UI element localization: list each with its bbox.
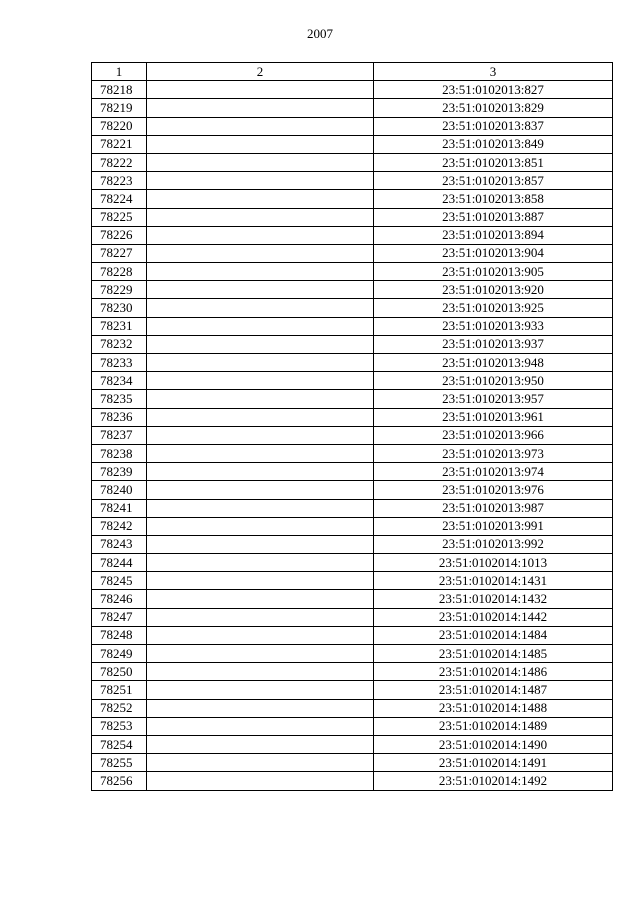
page-number: 2007 [307, 26, 333, 41]
row-number-cell: 78223 [92, 172, 147, 190]
row-description-cell [147, 135, 374, 153]
row-description-cell [147, 699, 374, 717]
row-description-cell [147, 299, 374, 317]
cadastral-number-cell: 23:51:0102013:974 [374, 463, 613, 481]
row-number-cell: 78240 [92, 481, 147, 499]
cadastral-number-cell: 23:51:0102013:837 [374, 117, 613, 135]
column-header-3: 3 [374, 63, 613, 81]
cadastral-number-cell: 23:51:0102013:858 [374, 190, 613, 208]
row-description-cell [147, 517, 374, 535]
row-number-cell: 78230 [92, 299, 147, 317]
row-description-cell [147, 153, 374, 171]
row-description-cell [147, 390, 374, 408]
row-number-cell: 78249 [92, 645, 147, 663]
row-number-cell: 78247 [92, 608, 147, 626]
table-row [92, 645, 613, 663]
row-description-cell [147, 554, 374, 572]
cadastral-number-cell: 23:51:0102013:905 [374, 263, 613, 281]
row-number-cell: 78253 [92, 717, 147, 735]
row-number-cell: 78255 [92, 754, 147, 772]
row-description-cell [147, 281, 374, 299]
table-row [92, 735, 613, 753]
cadastral-number-cell: 23:51:0102013:966 [374, 426, 613, 444]
row-number-cell: 78218 [92, 81, 147, 99]
table-row [92, 153, 613, 171]
row-description-cell [147, 263, 374, 281]
cadastral-number-cell: 23:51:0102014:1487 [374, 681, 613, 699]
table-row [92, 335, 613, 353]
table-row [92, 354, 613, 372]
row-description-cell [147, 226, 374, 244]
row-description-cell [147, 335, 374, 353]
table-row [92, 754, 613, 772]
table-row [92, 226, 613, 244]
row-number-cell: 78248 [92, 626, 147, 644]
table-row [92, 590, 613, 608]
table-row [92, 81, 613, 99]
row-number-cell: 78226 [92, 226, 147, 244]
row-description-cell [147, 717, 374, 735]
row-number-cell: 78228 [92, 263, 147, 281]
row-number-cell: 78252 [92, 699, 147, 717]
cadastral-number-cell: 23:51:0102013:991 [374, 517, 613, 535]
column-header-2: 2 [147, 63, 374, 81]
table-row [92, 572, 613, 590]
row-number-cell: 78233 [92, 354, 147, 372]
cadastral-number-cell: 23:51:0102013:987 [374, 499, 613, 517]
cadastral-number-cell: 23:51:0102014:1488 [374, 699, 613, 717]
row-number-cell: 78251 [92, 681, 147, 699]
cadastral-number-cell: 23:51:0102014:1486 [374, 663, 613, 681]
table-row [92, 444, 613, 462]
row-description-cell [147, 81, 374, 99]
row-number-cell: 78238 [92, 444, 147, 462]
table-row [92, 481, 613, 499]
cadastral-number-cell: 23:51:0102013:973 [374, 444, 613, 462]
row-description-cell [147, 572, 374, 590]
row-number-cell: 78239 [92, 463, 147, 481]
table-row [92, 117, 613, 135]
table-row [92, 99, 613, 117]
table-row [92, 172, 613, 190]
cadastral-number-cell: 23:51:0102013:992 [374, 535, 613, 553]
row-number-cell: 78231 [92, 317, 147, 335]
row-number-cell: 78242 [92, 517, 147, 535]
cadastral-number-cell: 23:51:0102013:894 [374, 226, 613, 244]
row-number-cell: 78225 [92, 208, 147, 226]
row-number-cell: 78224 [92, 190, 147, 208]
table-row [92, 681, 613, 699]
cadastral-number-cell: 23:51:0102013:887 [374, 208, 613, 226]
row-description-cell [147, 408, 374, 426]
table-row [92, 772, 613, 790]
cadastral-number-cell: 23:51:0102014:1492 [374, 772, 613, 790]
cadastral-number-cell: 23:51:0102013:857 [374, 172, 613, 190]
row-description-cell [147, 663, 374, 681]
registry-table [91, 62, 613, 791]
row-number-cell: 78235 [92, 390, 147, 408]
row-description-cell [147, 99, 374, 117]
row-number-cell: 78250 [92, 663, 147, 681]
cadastral-number-cell: 23:51:0102013:829 [374, 99, 613, 117]
table-row [92, 517, 613, 535]
cadastral-number-cell: 23:51:0102013:904 [374, 244, 613, 262]
row-number-cell: 78221 [92, 135, 147, 153]
row-number-cell: 78254 [92, 735, 147, 753]
table-row [92, 408, 613, 426]
table-row [92, 717, 613, 735]
table-row [92, 535, 613, 553]
row-description-cell [147, 499, 374, 517]
row-number-cell: 78220 [92, 117, 147, 135]
row-description-cell [147, 645, 374, 663]
cadastral-number-cell: 23:51:0102014:1013 [374, 554, 613, 572]
row-description-cell [147, 626, 374, 644]
cadastral-number-cell: 23:51:0102014:1489 [374, 717, 613, 735]
cadastral-number-cell: 23:51:0102014:1484 [374, 626, 613, 644]
row-number-cell: 78227 [92, 244, 147, 262]
cadastral-number-cell: 23:51:0102014:1490 [374, 735, 613, 753]
row-number-cell: 78244 [92, 554, 147, 572]
row-description-cell [147, 190, 374, 208]
table-row [92, 463, 613, 481]
table-row [92, 281, 613, 299]
row-number-cell: 78256 [92, 772, 147, 790]
table-row [92, 426, 613, 444]
row-description-cell [147, 208, 374, 226]
row-description-cell [147, 735, 374, 753]
cadastral-number-cell: 23:51:0102013:851 [374, 153, 613, 171]
table-row [92, 390, 613, 408]
row-number-cell: 78229 [92, 281, 147, 299]
cadastral-number-cell: 23:51:0102013:849 [374, 135, 613, 153]
row-number-cell: 78243 [92, 535, 147, 553]
row-description-cell [147, 117, 374, 135]
cadastral-number-cell: 23:51:0102013:925 [374, 299, 613, 317]
cadastral-number-cell: 23:51:0102013:976 [374, 481, 613, 499]
table-row [92, 135, 613, 153]
row-description-cell [147, 608, 374, 626]
row-number-cell: 78237 [92, 426, 147, 444]
table-row [92, 299, 613, 317]
row-description-cell [147, 463, 374, 481]
row-description-cell [147, 754, 374, 772]
cadastral-number-cell: 23:51:0102014:1491 [374, 754, 613, 772]
table-row [92, 663, 613, 681]
cadastral-number-cell: 23:51:0102013:920 [374, 281, 613, 299]
cadastral-number-cell: 23:51:0102013:950 [374, 372, 613, 390]
cadastral-number-cell: 23:51:0102014:1431 [374, 572, 613, 590]
table-row [92, 317, 613, 335]
table-row [92, 608, 613, 626]
cadastral-number-cell: 23:51:0102014:1442 [374, 608, 613, 626]
row-number-cell: 78234 [92, 372, 147, 390]
table-row [92, 244, 613, 262]
table-header-row [92, 63, 613, 81]
cadastral-number-cell: 23:51:0102014:1485 [374, 645, 613, 663]
row-description-cell [147, 172, 374, 190]
row-description-cell [147, 426, 374, 444]
row-description-cell [147, 354, 374, 372]
row-number-cell: 78219 [92, 99, 147, 117]
cadastral-number-cell: 23:51:0102013:827 [374, 81, 613, 99]
row-description-cell [147, 535, 374, 553]
table-row [92, 263, 613, 281]
row-number-cell: 78246 [92, 590, 147, 608]
row-description-cell [147, 317, 374, 335]
table-row [92, 699, 613, 717]
row-description-cell [147, 444, 374, 462]
cadastral-number-cell: 23:51:0102013:933 [374, 317, 613, 335]
cadastral-number-cell: 23:51:0102013:937 [374, 335, 613, 353]
row-number-cell: 78222 [92, 153, 147, 171]
table-row [92, 554, 613, 572]
row-description-cell [147, 590, 374, 608]
cadastral-number-cell: 23:51:0102014:1432 [374, 590, 613, 608]
table-row [92, 499, 613, 517]
table-row [92, 372, 613, 390]
row-number-cell: 78232 [92, 335, 147, 353]
table-row [92, 190, 613, 208]
row-description-cell [147, 372, 374, 390]
cadastral-number-cell: 23:51:0102013:961 [374, 408, 613, 426]
row-number-cell: 78245 [92, 572, 147, 590]
table-row [92, 626, 613, 644]
table-body [92, 81, 613, 790]
row-description-cell [147, 481, 374, 499]
cadastral-number-cell: 23:51:0102013:957 [374, 390, 613, 408]
column-header-1: 1 [92, 63, 147, 81]
row-description-cell [147, 244, 374, 262]
row-description-cell [147, 681, 374, 699]
row-description-cell [147, 772, 374, 790]
cadastral-number-cell: 23:51:0102013:948 [374, 354, 613, 372]
row-number-cell: 78241 [92, 499, 147, 517]
row-number-cell: 78236 [92, 408, 147, 426]
table-row [92, 208, 613, 226]
